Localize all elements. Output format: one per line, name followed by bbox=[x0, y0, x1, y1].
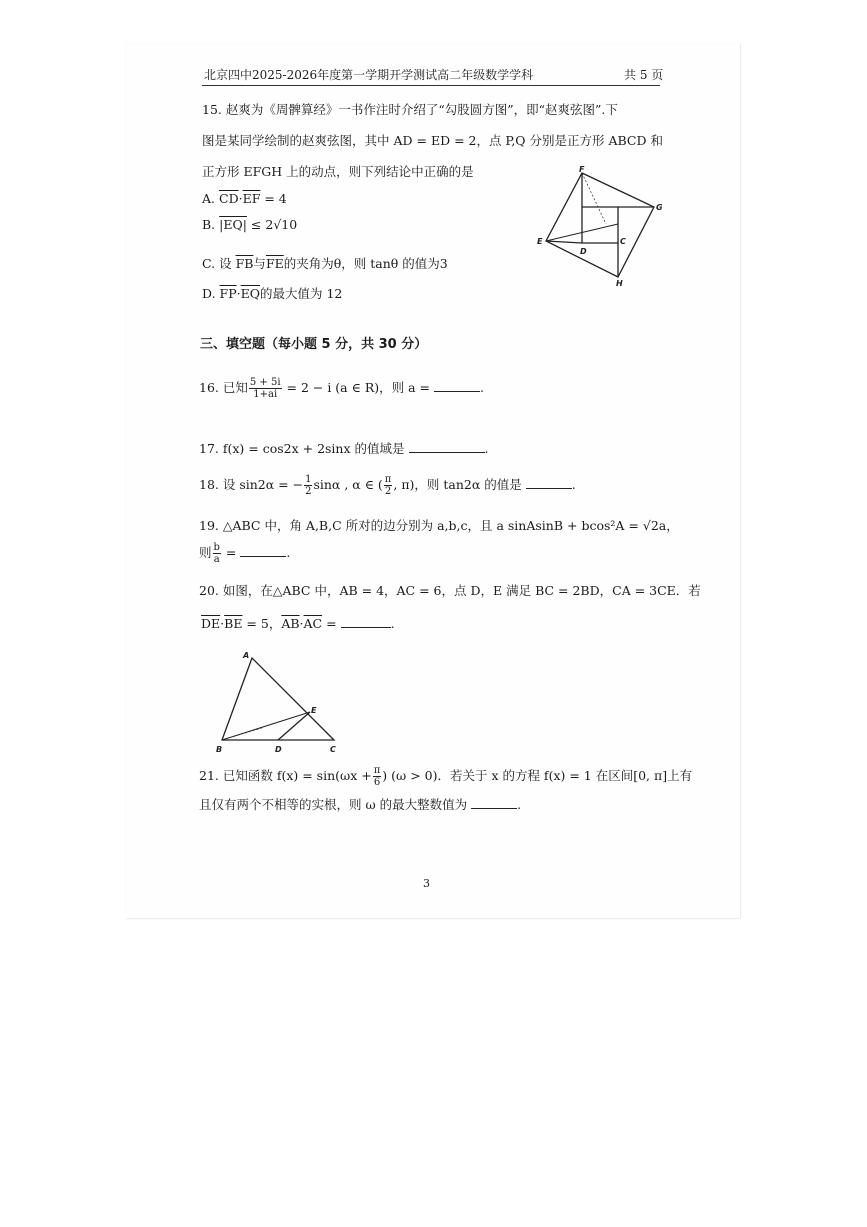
q21-fraction: $\frac{\pi}{6}$ bbox=[373, 765, 381, 788]
fig-label-c: C bbox=[620, 237, 626, 246]
fig-label-e: E bbox=[537, 237, 543, 246]
q15-line-1: 15. 赵爽为《周髀算经》一书作注时介绍了“勾股圆方图”，即“赵爽弦图”.下 bbox=[202, 102, 618, 117]
q20-line-1: 20. 如图，在△ABC 中，AB = 4，AC = 6，点 D，E 满足 BC = 2BD，CA = 3CE．若 bbox=[199, 583, 701, 598]
q21-line-2: 且仅有两个不相等的实根，则 ω 的最大整数值为 . bbox=[199, 797, 522, 812]
page-number: 3 bbox=[423, 877, 430, 890]
fig-label-a: A bbox=[243, 651, 250, 660]
fig-label-d2: D bbox=[275, 745, 282, 754]
q19-fraction: $\frac{b}{a}$ bbox=[213, 542, 220, 565]
q19-answer-blank[interactable] bbox=[240, 546, 286, 557]
section-3-title: 三、填空题（每小题 5 分，共 30 分） bbox=[200, 337, 428, 352]
fig-label-f: F bbox=[579, 165, 585, 174]
q19-line-1: 19. △ABC 中，角 A,B,C 所对的边分别为 a,b,c，且 a sinAsinB + bcos²A = √2a， bbox=[199, 518, 679, 533]
q15-option-a: A. $\overline{CD}\cdot\overline{EF} = 4$ bbox=[202, 191, 287, 206]
header-rule bbox=[202, 85, 660, 86]
q21-answer-blank[interactable] bbox=[471, 798, 517, 809]
q15-option-d: D. $\overline{FP}\cdot\overline{EQ}$的最大值为 12 bbox=[202, 286, 343, 301]
q15-option-b: B. |EQ| ≤ 2√10 bbox=[202, 217, 298, 232]
q19-line-2: 则 $\frac{b}{a}$ = . bbox=[199, 542, 291, 565]
q16-answer-blank[interactable] bbox=[434, 381, 480, 392]
q18-answer-blank[interactable] bbox=[526, 478, 572, 489]
exam-header-pages: 共 5 页 bbox=[624, 68, 664, 82]
fig-label-e2: E bbox=[311, 706, 317, 715]
fig-label-d: D bbox=[580, 247, 587, 256]
fig-label-h: H bbox=[616, 279, 623, 288]
q17-answer-blank[interactable] bbox=[409, 442, 485, 453]
fig-label-c2: C bbox=[330, 745, 336, 754]
q15-option-c: C. 设 $\overline{FB}$与$\overline{FE}$的夹角为θ，则 tanθ 的值为3 bbox=[202, 256, 448, 271]
q21-line-1: 21. 已知函数 f(x) = sin(ωx + $\frac{\pi}{6}$ ) (ω > 0)．若关于 x 的方程 f(x) = 1 在区间[0, π]上有 bbox=[199, 765, 693, 788]
q17: 17. f(x) = cos2x + 2sinx 的值域是 . bbox=[199, 441, 489, 456]
q18: 18. 设 sin2α = − $\frac{1}{2}$ sinα , α ∈ ( $\frac{\pi}{2}$ , π)，则 tan2α 的值是 . bbox=[199, 474, 576, 497]
square-efgh-outline bbox=[546, 173, 654, 277]
triangle-abc-outline bbox=[222, 658, 334, 740]
q15-line-3: 正方形 EFGH 上的动点，则下列结论中正确的是 bbox=[202, 164, 474, 179]
q18-fraction-half: $\frac{1}{2}$ bbox=[305, 474, 312, 497]
zhao-shuang-figure bbox=[536, 164, 666, 288]
q20-line-2: $\overline{DE}\cdot\overline{BE} = 5$，$\overline{AB}\cdot\overline{AC}$ = . bbox=[201, 616, 395, 631]
q18-fraction-pi-half: $\frac{\pi}{2}$ bbox=[384, 474, 392, 497]
q15-line-2: 图是某同学绘制的赵爽弦图，其中 AD = ED = 2，点 P,Q 分别是正方形 ABCD 和 bbox=[202, 133, 663, 148]
q16: 16. 已知 $\frac{5 + 5i}{1+ai}$ = 2 − i (a ∈ R)，则 a = . bbox=[199, 377, 484, 400]
fig-label-g: G bbox=[656, 203, 663, 212]
fig-label-b: B bbox=[216, 745, 223, 754]
q20-answer-blank[interactable] bbox=[341, 617, 391, 628]
triangle-abc-figure bbox=[212, 648, 342, 756]
q16-fraction: $\frac{5 + 5i}{1+ai}$ bbox=[249, 377, 281, 400]
exam-header-title: 北京四中2025-2026年度第一学期开学测试高二年级数学学科 bbox=[204, 68, 534, 82]
